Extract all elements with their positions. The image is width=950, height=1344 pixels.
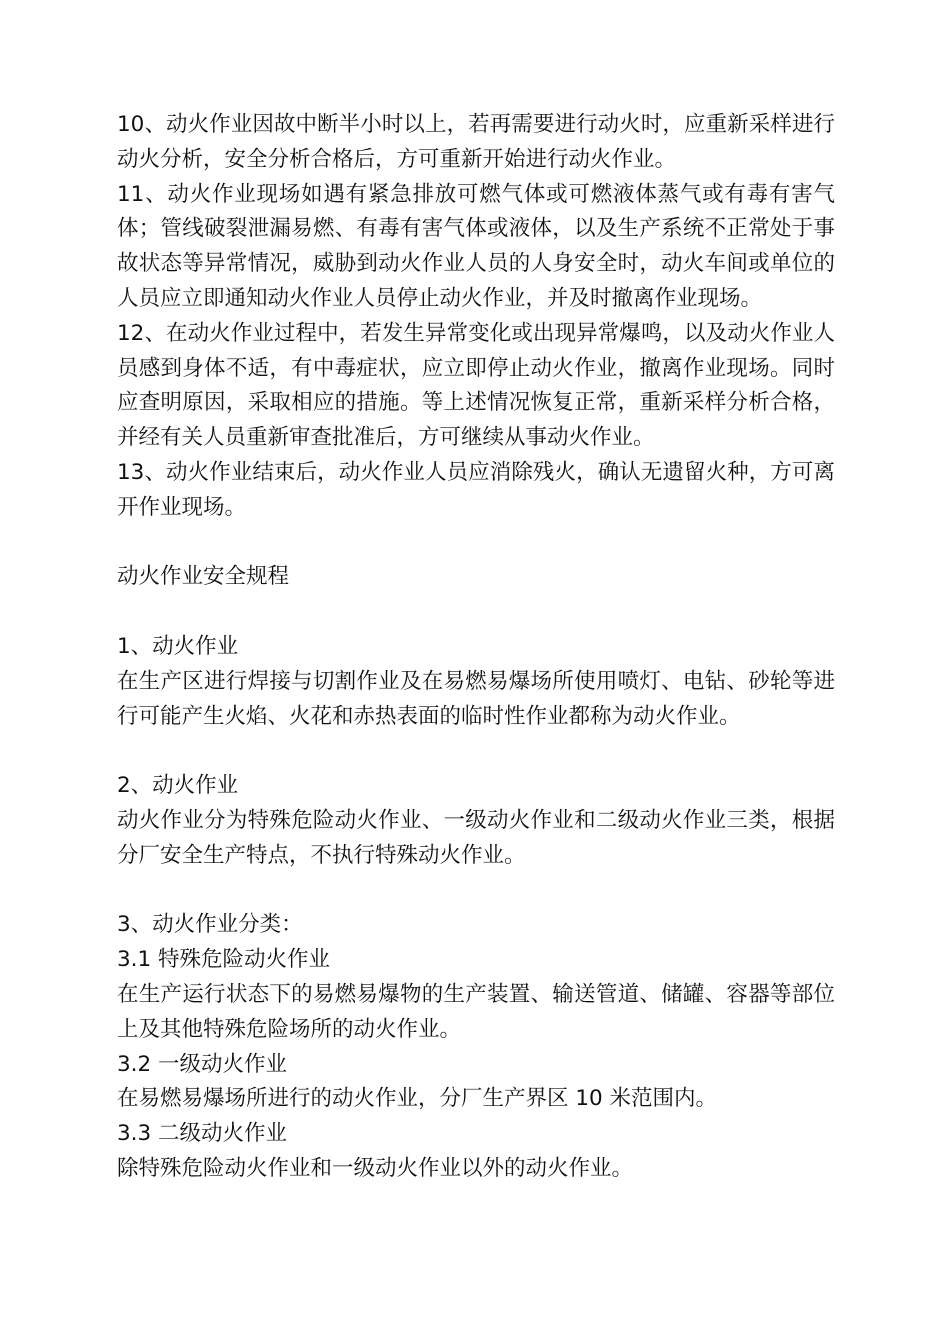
section-2-body: 动火作业分为特殊危险动火作业、一级动火作业和二级动火作业三类，根据分厂安全生产特点，不执行特殊动火作业。 [117,807,835,868]
item-12: 12、在动火作业过程中，若发生异常变化或出现异常爆鸣，以及动火作业人员感到身体不适，有中毒症状，应立即停止动火作业，撤离作业现场。同时应查明原因，采取相应的措施。等上述情况恢复正常，重新采样分析合格，并经有关人员重新审查批准后，方可继续从事动火作业。 [117,320,835,451]
item-11: 11、动火作业现场如遇有紧急排放可燃气体或可燃液体蒸气或有毒有害气体；管线破裂泄漏易燃、有毒有害气体或液体，以及生产系统不正常处于事故状态等异常情况，威胁到动火作业人员的人身安全时，动火车间或单位的人员应立即通知动火作业人员停止动火作业，并及时撤离作业现场。 [117,181,835,311]
section-3-2-heading: 3.2 一级动火作业 [117,1051,288,1077]
document-page [117,108,835,1187]
section-3-1-body: 在生产运行状态下的易燃易爆物的生产装置、输送管道、储罐、容器等部位上及其他特殊危险场所的动火作业。 [117,981,835,1042]
section-1-heading: 1、动火作业 [117,633,239,659]
item-13: 13、动火作业结束后，动火作业人员应消除残火，确认无遗留火种，方可离开作业现场。 [117,459,835,520]
section-2-heading: 2、动火作业 [117,773,239,799]
section-3-1-heading: 3.1 特殊危险动火作业 [117,947,331,973]
spacer [117,526,835,561]
spacer [117,595,835,630]
section-3-2-body: 在易燃易爆场所进行的动火作业，分厂生产界区 10 米范围内。 [117,1086,718,1112]
section-3-3-body: 除特殊危险动火作业和一级动火作业以外的动火作业。 [117,1155,634,1181]
section-3-3-heading: 3.3 二级动火作业 [117,1121,288,1147]
section-1-body: 在生产区进行焊接与切割作业及在易燃易爆场所使用喷灯、电钻、砂轮等进行可能产生火焰、火花和赤热表面的临时性作业都称为动火作业。 [117,668,835,729]
section-title: 动火作业安全规程 [117,564,290,590]
spacer [117,734,835,769]
item-10: 10、动火作业因故中断半小时以上，若再需要进行动火时，应重新采样进行动火分析，安全分析合格后，方可重新开始进行动火作业。 [117,112,835,172]
section-3-heading: 3、动火作业分类： [117,912,303,938]
spacer [117,874,835,909]
